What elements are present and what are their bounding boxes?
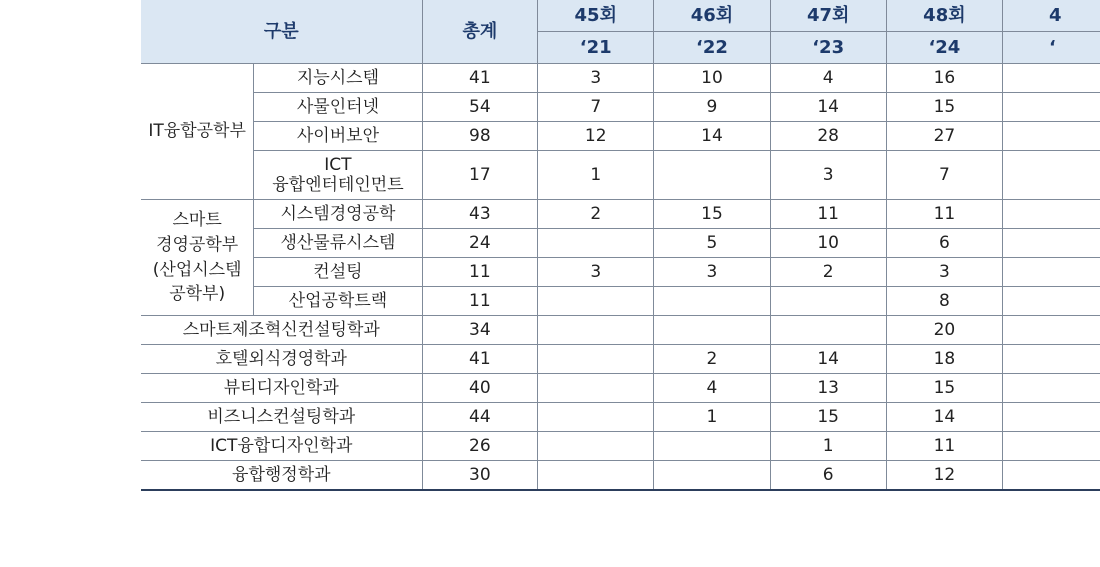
- value-cell: 15: [886, 93, 1002, 122]
- value-cell: 2: [770, 258, 886, 287]
- round-header: 4: [1003, 0, 1100, 32]
- total-cell: 43: [422, 200, 538, 229]
- value-cell: [538, 316, 654, 345]
- value-cell: 11: [886, 200, 1002, 229]
- major-line: 융합엔터테인먼트: [272, 175, 404, 195]
- statistics-table-container: [141, 0, 1100, 491]
- value-cell: 9: [654, 93, 770, 122]
- value-cell: 5: [654, 229, 770, 258]
- value-cell: 8: [886, 287, 1002, 316]
- group-name-line: 공학부): [169, 284, 226, 305]
- value-cell: 3: [770, 151, 886, 200]
- value-cell: 3: [654, 258, 770, 287]
- graduates-statistics-table: [141, 0, 1100, 491]
- total-cell: 26: [422, 432, 538, 461]
- total-cell: 11: [422, 258, 538, 287]
- total-header: 총계: [422, 0, 538, 64]
- round-header: 47회: [770, 0, 886, 32]
- table-row: [141, 93, 1100, 122]
- value-cell: 18: [886, 345, 1002, 374]
- value-cell: [538, 374, 654, 403]
- value-cell: 10: [770, 229, 886, 258]
- year-header: ‘23: [770, 32, 886, 64]
- year-header: ‘: [1003, 32, 1100, 64]
- table-body: [141, 64, 1100, 491]
- value-cell: [1003, 287, 1100, 316]
- major-cell: 생산물류시스템: [254, 229, 422, 258]
- value-cell: [538, 432, 654, 461]
- value-cell: 14: [654, 122, 770, 151]
- group-name-line: (산업시스템: [152, 259, 242, 280]
- value-cell: [654, 461, 770, 491]
- value-cell: [770, 287, 886, 316]
- total-cell: 17: [422, 151, 538, 200]
- total-cell: 41: [422, 345, 538, 374]
- major-cell: [254, 151, 422, 200]
- value-cell: 28: [770, 122, 886, 151]
- year-header: ‘24: [886, 32, 1002, 64]
- major-cell: 사이버보안: [254, 122, 422, 151]
- major-cell: 컨설팅: [254, 258, 422, 287]
- value-cell: 1: [538, 151, 654, 200]
- table-row: [141, 64, 1100, 93]
- total-cell: 40: [422, 374, 538, 403]
- value-cell: [1003, 403, 1100, 432]
- value-cell: 7: [886, 151, 1002, 200]
- total-cell: 54: [422, 93, 538, 122]
- table-header: [141, 0, 1100, 64]
- value-cell: [654, 151, 770, 200]
- value-cell: [1003, 461, 1100, 491]
- value-cell: 15: [770, 403, 886, 432]
- value-cell: 10: [654, 64, 770, 93]
- value-cell: 20: [886, 316, 1002, 345]
- year-header: ‘21: [538, 32, 654, 64]
- value-cell: [1003, 374, 1100, 403]
- value-cell: 4: [654, 374, 770, 403]
- value-cell: 27: [886, 122, 1002, 151]
- value-cell: 12: [886, 461, 1002, 491]
- value-cell: [1003, 258, 1100, 287]
- header-row-rounds: [141, 0, 1100, 32]
- value-cell: [538, 287, 654, 316]
- table-row: [141, 122, 1100, 151]
- value-cell: 3: [886, 258, 1002, 287]
- major-cell: 사물인터넷: [254, 93, 422, 122]
- value-cell: 6: [770, 461, 886, 491]
- value-cell: [1003, 229, 1100, 258]
- group-name-line: 스마트: [172, 210, 222, 231]
- value-cell: 2: [538, 200, 654, 229]
- value-cell: 3: [538, 258, 654, 287]
- value-cell: 2: [654, 345, 770, 374]
- total-cell: 44: [422, 403, 538, 432]
- table-row: [141, 316, 1100, 345]
- department-cell: 비즈니스컨설팅학과: [141, 403, 422, 432]
- value-cell: [538, 461, 654, 491]
- category-header: 구분: [141, 0, 422, 64]
- value-cell: [1003, 316, 1100, 345]
- value-cell: 15: [886, 374, 1002, 403]
- total-cell: 30: [422, 461, 538, 491]
- total-cell: 98: [422, 122, 538, 151]
- department-cell: ICT융합디자인학과: [141, 432, 422, 461]
- value-cell: [538, 345, 654, 374]
- value-cell: [538, 403, 654, 432]
- department-cell: 스마트제조혁신컨설팅학과: [141, 316, 422, 345]
- department-cell: 호텔외식경영학과: [141, 345, 422, 374]
- value-cell: 6: [886, 229, 1002, 258]
- value-cell: [654, 316, 770, 345]
- value-cell: [1003, 64, 1100, 93]
- round-header: 45회: [538, 0, 654, 32]
- value-cell: [1003, 200, 1100, 229]
- round-header: 48회: [886, 0, 1002, 32]
- value-cell: [770, 316, 886, 345]
- total-cell: 34: [422, 316, 538, 345]
- table-row: [141, 287, 1100, 316]
- major-cell: 지능시스템: [254, 64, 422, 93]
- value-cell: [654, 432, 770, 461]
- value-cell: 4: [770, 64, 886, 93]
- group-cell-it: IT융합공학부: [141, 64, 254, 200]
- table-row: [141, 432, 1100, 461]
- value-cell: [1003, 432, 1100, 461]
- value-cell: [654, 287, 770, 316]
- total-cell: 11: [422, 287, 538, 316]
- table-row: [141, 151, 1100, 200]
- total-cell: 41: [422, 64, 538, 93]
- department-cell: 뷰티디자인학과: [141, 374, 422, 403]
- value-cell: 1: [654, 403, 770, 432]
- table-row: [141, 403, 1100, 432]
- table-row: [141, 258, 1100, 287]
- major-cell: 산업공학트랙: [254, 287, 422, 316]
- group-name-line: 경영공학부: [156, 234, 239, 255]
- value-cell: [538, 229, 654, 258]
- major-cell: 시스템경영공학: [254, 200, 422, 229]
- value-cell: 1: [770, 432, 886, 461]
- table-row: [141, 345, 1100, 374]
- value-cell: 11: [770, 200, 886, 229]
- total-cell: 24: [422, 229, 538, 258]
- value-cell: 12: [538, 122, 654, 151]
- value-cell: 11: [886, 432, 1002, 461]
- table-row: [141, 229, 1100, 258]
- department-cell: 융합행정학과: [141, 461, 422, 491]
- value-cell: [1003, 345, 1100, 374]
- table-row: [141, 461, 1100, 491]
- table-row: [141, 200, 1100, 229]
- major-line: ICT: [324, 154, 352, 175]
- value-cell: [1003, 122, 1100, 151]
- value-cell: 14: [886, 403, 1002, 432]
- value-cell: 16: [886, 64, 1002, 93]
- group-cell-smart-management: [141, 200, 254, 316]
- value-cell: 7: [538, 93, 654, 122]
- year-header: ‘22: [654, 32, 770, 64]
- value-cell: 3: [538, 64, 654, 93]
- value-cell: 14: [770, 93, 886, 122]
- table-row: [141, 374, 1100, 403]
- value-cell: 14: [770, 345, 886, 374]
- value-cell: [1003, 93, 1100, 122]
- value-cell: [1003, 151, 1100, 200]
- round-header: 46회: [654, 0, 770, 32]
- value-cell: 13: [770, 374, 886, 403]
- value-cell: 15: [654, 200, 770, 229]
